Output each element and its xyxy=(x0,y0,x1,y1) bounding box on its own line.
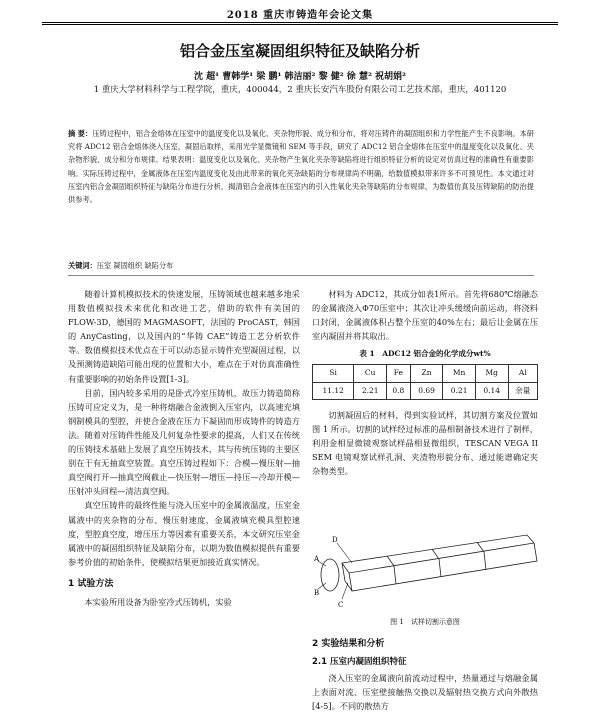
abstract-text: 压铸过程中，铝合金熔体在压室中的温度变化以及氧化、夹杂物形貌、成分和分布，将对压铸件的凝固组织和力学性能产生不良影响。本研究将 ADC12 铝合金熔体浇入压室，凝固后取样，采用光学显微镜和 SEM 等手段，研究了 ADC12 铝合金熔体在压室中的温度变化以及氧化、夹杂物形貌、成分和分布规律。结果表明：温度变化以及氧化、夹杂物产生氧化夹杂等缺陷将进行组织特征分析的设定对仿真过程的准确性有重要影响。实际压铸过程中，金属液体在压室内温度变化及由此带来的氧化夹杂缺陷的分布规律尚不明确，给数值模拟带来许多不可预见性。本文通过对压室内铝合金凝固组织特征与缺陷分布进行分析，揭清铝合金液体在压室内的引入性氧化夹杂等缺陷的分布规律，为数值仿真及压铸缺陷的防治提供参考。 xyxy=(68,129,534,205)
section-heading: 1 试验方法 xyxy=(68,578,114,589)
running-head: 2018 重庆市铸造年会论文集 xyxy=(226,10,374,21)
header-rule xyxy=(42,22,558,23)
cutting-diagram xyxy=(312,533,538,613)
table-cell: 0.8 xyxy=(386,382,410,399)
keywords xyxy=(68,261,534,271)
table-header-cell: Mg xyxy=(475,365,508,382)
author-list: 沈 超¹ 曹韩学¹ 梁 鹏¹ 韩洁丽² 黎 健² 徐 慧² 祝胡娟² xyxy=(194,72,406,82)
left-column xyxy=(68,287,300,609)
label-b: B xyxy=(314,589,320,597)
composition-table xyxy=(312,364,538,399)
intro-paragraph: 随着计算机模拟技术的快速发展，压铸领域也越来越多地采用数值模拟技术来优化和改进工艺，借助的软件有美国的 FLOW-3D，德国的 MAGMASOFT，法国的 ProCAST，韩国的 AnyCasting，以及国内的“华铸 CAE”铸造工艺分析软件等。数值模拟技术优点在于可以动态显示铸件充型凝固过程，以及预测铸造缺陷可能出现的位置和大小，难点在于对仿真准确性有重要影响的初始条件设置[1-3]。 xyxy=(68,289,300,384)
abstract-label: 摘 要： xyxy=(68,129,93,138)
affiliation: 1 重庆大学材料科学与工程学院，重庆，400044，2 重庆长安汽车股份有限公司工艺技术部，重庆，401120 xyxy=(93,85,507,95)
table-cell: 0.14 xyxy=(475,382,508,399)
leader-lines xyxy=(318,543,352,599)
intro-paragraph: 目前，国内较多采用的是卧式冷室压铸机，故压力铸造简称压铸可应定义为，是一种将熔融合金液倒入压室内，以高速充填钢制模具的型腔，并使合金液在压力下凝固而形成铸件的铸造方法。随着对压铸件性能及几何复杂性要求的提高，人们又在传统的压铸技术基础上发展了真空压铸技术，其与传统压铸的主要区别在于有无抽真空装置。真空压铸过程如下：合模—慢压射—抽真空阀打开—抽真空阀截止—快压射—增压—持压—冷却开模—压射冲头回程—清洁真空阀。 xyxy=(68,387,300,497)
specimen-bar xyxy=(342,535,537,591)
results-paragraph: 浇入压室的金属液向前流动过程中，热量通过与熔融金属上表面对流、压室壁接触热交换以及辐射热交换方式向外散热[4-5]。不同的散热方 xyxy=(312,673,538,712)
table-header-cell: Si xyxy=(313,365,354,382)
cutting-paragraph: 切割凝固后的材料，得到实验试样，其切割方案及位置如图 1 所示。切割的试样经过标准的晶相制备技术进行了制样，利用金相显微镜观察试样晶相显微组织，TESCAN VEGA II SEM 电镜观察试样孔洞、夹渣物形貌分布、通过能谱确定夹杂物类型。 xyxy=(312,409,538,477)
label-a: A xyxy=(314,555,320,563)
table-cell: 11.12 xyxy=(313,382,354,399)
label-d: D xyxy=(332,536,338,544)
paper-title: 铝合金压室凝固组织特征及缺陷分析 xyxy=(179,42,420,60)
results-section xyxy=(312,637,538,713)
subsection-heading: 2.1 压室内凝固组织特征 xyxy=(312,657,407,668)
table-cell: 2.21 xyxy=(354,382,387,399)
section-ellipse xyxy=(321,559,339,591)
intro-paragraph: 真空压铸件的最终性能与浇入压室中的金属液温度，压室金属液中的夹杂物的分布、慢压射速度，金属液填充模具型腔速度，型腔真空度，增压压力等因素有重要关系，本文研究压室金属液中的凝固组织特征及缺陷分布，以期为数值模拟提供有重要参考价值的初始条件，使模拟结果更加接近真实情况。 xyxy=(68,500,300,567)
keywords-label: 关键词： xyxy=(68,261,97,270)
table-row xyxy=(313,382,538,399)
table-header-row xyxy=(313,365,538,382)
method-paragraph-continued: 材料为 ADC12，其成分如表1所示。首先将680℃熔融态的金属液浇入Φ70压室中；其次让冲头缓缓向前运动，将浇料口封闭，金属液体积占整个压室的40%左右；最后让金属在压室内凝固并将其取出。 xyxy=(312,289,538,342)
right-column xyxy=(312,287,538,478)
method-paragraph: 本实验所用设备为卧室冷式压铸机，实验 xyxy=(84,596,232,607)
table-header-cell: Mn xyxy=(443,365,476,382)
keywords-text: 压室 凝固组织 缺陷分布 xyxy=(96,261,174,270)
table-header-cell: Al xyxy=(508,365,538,382)
keywords-rule xyxy=(68,275,534,276)
label-c: C xyxy=(338,601,344,609)
table-header-cell: Zn xyxy=(410,365,443,382)
table-cell: 余量 xyxy=(508,382,538,399)
table-header-cell: Cu xyxy=(354,365,387,382)
abstract xyxy=(68,127,534,206)
table-caption: 表 1 ADC12 铝合金的化学成分wt% xyxy=(359,349,491,359)
table-header-cell: Fe xyxy=(386,365,410,382)
header-rule-double xyxy=(42,24,558,25)
table-cell: 0.21 xyxy=(443,382,476,399)
section-heading: 2 实验结果和分析 xyxy=(312,639,385,649)
figure-caption: 图 1 试样切割示意图 xyxy=(390,618,460,626)
table-cell: 0.69 xyxy=(410,382,443,399)
